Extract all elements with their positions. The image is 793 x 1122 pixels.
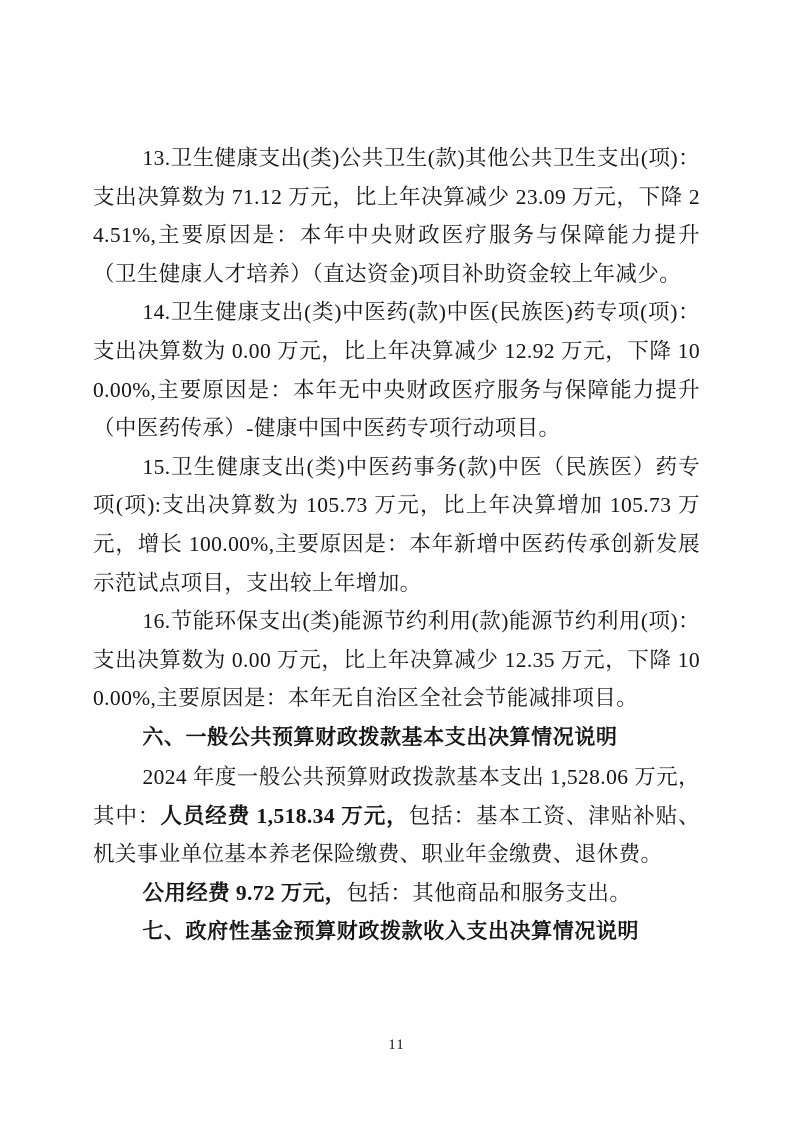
paragraph-item-14: 14.卫生健康支出(类)中医药(款)中医(民族医)药专项(项)：支出决算数为 0.00 万元，比上年决算减少 12.92 万元，下降 100.00%,主要原因是：本年无中央财政医疗服务与保障能力提升（中医药传承）-健康中国中医药专项行动项目。 <box>93 300 700 441</box>
paragraph-item-16: 16.节能环保支出(类)能源节约利用(款)能源节约利用(项)：支出决算数为 0.00 万元，比上年决算减少 12.35 万元，下降 100.00%,主要原因是：本年无自治区全社会节能减排项目。 <box>93 609 700 711</box>
public-expense-detail: 包括：其他商品和服务支出。 <box>346 880 632 905</box>
page-number: 11 <box>388 1037 405 1053</box>
paragraph-public-expense <box>93 874 700 913</box>
section-heading-seven: 七、政府性基金预算财政拨款收入支出决算情况说明 <box>142 920 640 944</box>
document-content <box>93 139 700 952</box>
personnel-expense-amount: 人员经费 1,518.34 万元， <box>160 803 409 828</box>
personnel-expense-detail: 包括：基本工资、津贴补贴、机关事业单位基本养老保险缴费、职业年金缴费、退休费。 <box>93 803 700 867</box>
public-expense-amount: 公用经费 9.72 万元， <box>142 880 347 905</box>
paragraph-item-13: 13.卫生健康支出(类)公共卫生(款)其他公共卫生支出(项)：支出决算数为 71.12 万元，比上年决算减少 23.09 万元，下降 24.51%,主要原因是：本年中央财政医疗服务与保障能力提升（卫生健康人才培养）（直达资金)项目补助资金较上年减少。 <box>93 146 700 286</box>
section-heading-six: 六、一般公共预算财政拨款基本支出决算情况说明 <box>142 725 618 749</box>
paragraph-item-15: 15.卫生健康支出(类)中医药事务(款)中医（民族医）药专项(项):支出决算数为 105.73 万元，比上年决算增加 105.73 万元，增长 100.00%,主要原因是：本年新增中医药传承创新发展示范试点项目，支出较上年增加。 <box>93 454 700 595</box>
basic-expenditure-intro: 2024 年度一般公共预算财政拨款基本支出 1,528.06 万元，其中： <box>93 764 700 828</box>
paragraph-basic-expenditure <box>93 758 700 874</box>
